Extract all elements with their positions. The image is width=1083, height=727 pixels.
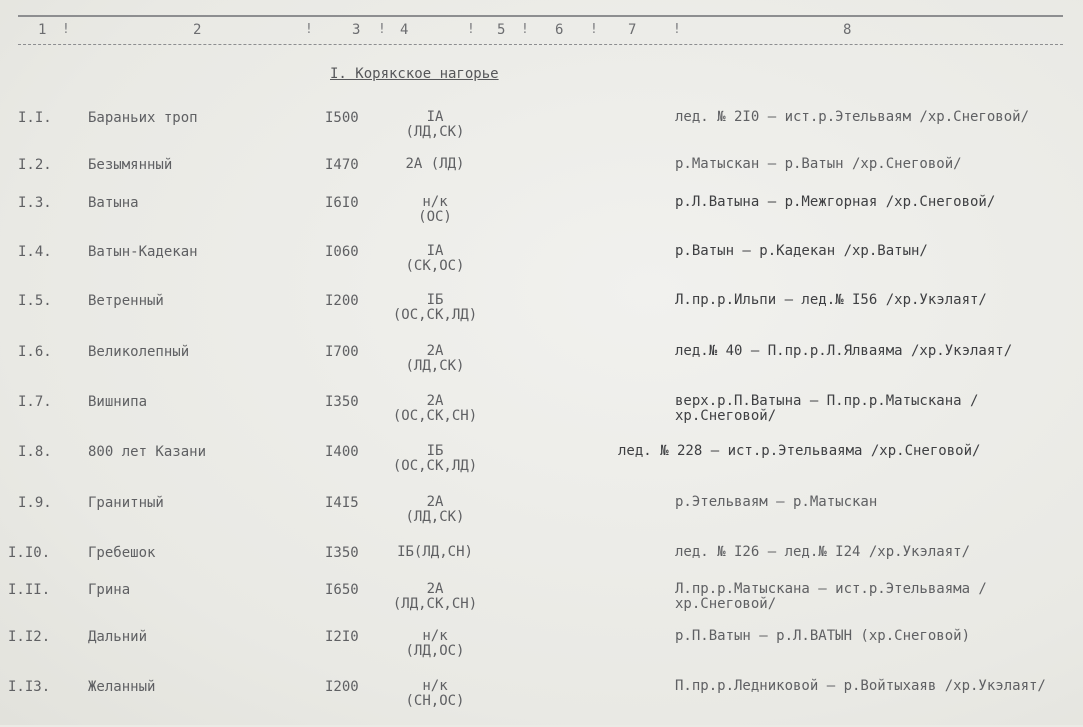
section-title: I. Корякское нагорье: [330, 66, 499, 82]
row-number: I.II.: [8, 582, 51, 598]
pass-name: Гребешок: [88, 545, 156, 561]
pass-height: I500: [325, 110, 359, 126]
pass-route: верх.р.П.Ватына – П.пр.р.Матыскана /хр.Снеговой/: [675, 393, 979, 424]
table-row: [0, 195, 1083, 243]
table-row: [0, 244, 1083, 292]
pass-route: лед. № 2I0 – ист.р.Этельваям /хр.Снеговой/: [675, 109, 1030, 125]
pass-category: IA (СК,ОС): [405, 243, 465, 274]
pass-height: I350: [325, 545, 359, 561]
pass-name: Бараньих троп: [88, 110, 198, 126]
row-number: I.6.: [18, 344, 52, 360]
header-bottom-rule: [18, 44, 1063, 45]
pass-category: IБ (ОС,СК,ЛД): [392, 292, 478, 323]
pass-name: 800 лет Казани: [88, 444, 207, 460]
table-row: [0, 110, 1083, 158]
pass-route: Л.пр.р.Ильпи – лед.№ I56 /хр.Укэлаят/: [675, 292, 987, 308]
row-number: I.2.: [18, 157, 52, 173]
pass-category: IA (ЛД,СК): [405, 109, 465, 140]
pass-category: 2A (ЛД,СК): [405, 343, 465, 374]
pass-category: н/к (ЛД,ОС): [405, 628, 465, 659]
pass-name: Вишнипа: [88, 394, 148, 410]
col-header-7: 7: [628, 22, 637, 38]
col-header-5: 5: [497, 22, 506, 38]
row-number: I.4.: [18, 244, 52, 260]
pass-name: Гранитный: [88, 495, 164, 511]
col-header-1: 1: [38, 22, 47, 38]
pass-route: р.Этельваям – р.Матыскан: [675, 494, 878, 510]
row-number: I.I0.: [8, 545, 51, 561]
pass-route: лед. № I26 – лед.№ I24 /хр.Укэлаят/: [675, 544, 971, 560]
row-number: I.8.: [18, 444, 52, 460]
row-number: I.3.: [18, 195, 52, 211]
row-number: I.I3.: [8, 679, 51, 695]
col-header-4: 4: [400, 22, 409, 38]
col-separator: !: [305, 22, 313, 37]
row-number: I.7.: [18, 394, 52, 410]
col-separator: !: [673, 22, 681, 37]
pass-route: р.Л.Ватына – р.Межгорная /хр.Снеговой/: [675, 194, 996, 210]
table-row: [0, 293, 1083, 341]
pass-name: Грина: [88, 582, 131, 598]
col-header-3: 3: [352, 22, 361, 38]
pass-route: Л.пр.р.Матыскана – ист.р.Этельваяма /хр.Снеговой/: [675, 581, 987, 612]
col-separator: !: [378, 22, 386, 37]
pass-height: I400: [325, 444, 359, 460]
pass-route: лед.№ 40 – П.пр.р.Л.Ялваяма /хр.Укэлаят/: [675, 343, 1013, 359]
row-number: I.9.: [18, 495, 52, 511]
header-top-rule: [18, 15, 1063, 17]
pass-category: 2A (ОС,СК,СН): [392, 393, 478, 424]
pass-height: I470: [325, 157, 359, 173]
pass-name: Великолепный: [88, 344, 190, 360]
table-row: [0, 629, 1083, 677]
pass-category: 2A (ЛД,СК): [405, 494, 465, 525]
row-number: I.I.: [18, 110, 52, 126]
col-separator: !: [467, 22, 475, 37]
pass-name: Дальний: [88, 629, 148, 645]
pass-height: I4I5: [325, 495, 359, 511]
table-row: [0, 394, 1083, 442]
pass-name: Ватына: [88, 195, 139, 211]
pass-category: н/к (ОС): [418, 194, 452, 225]
pass-height: I200: [325, 293, 359, 309]
table-row: [0, 582, 1083, 630]
col-header-2: 2: [193, 22, 202, 38]
col-separator: !: [590, 22, 598, 37]
col-header-8: 8: [843, 22, 852, 38]
pass-height: I350: [325, 394, 359, 410]
pass-height: I650: [325, 582, 359, 598]
pass-height: I700: [325, 344, 359, 360]
row-number: I.5.: [18, 293, 52, 309]
pass-route: р.П.Ватын – р.Л.ВАТЫН (хр.Снеговой): [675, 628, 971, 644]
pass-category: IБ(ЛД,СН): [397, 544, 473, 560]
pass-category: IБ (ОС,СК,ЛД): [392, 443, 478, 474]
pass-name: Ватын-Кадекан: [88, 244, 198, 260]
pass-route: лед. № 228 – ист.р.Этельваяма /хр.Снеговой/: [618, 443, 981, 459]
table-row: [0, 344, 1083, 392]
pass-category: н/к (СН,ОС): [405, 678, 465, 709]
table-row: [0, 444, 1083, 492]
pass-route: р.Матыскан – р.Ватын /хр.Снеговой/: [675, 156, 962, 172]
pass-name: Ветренный: [88, 293, 164, 309]
table-row: [0, 495, 1083, 543]
pass-height: I6I0: [325, 195, 359, 211]
pass-route: р.Ватын – р.Кадекан /хр.Ватын/: [675, 243, 928, 259]
table-row: [0, 679, 1083, 727]
pass-category: 2A (ЛД): [405, 156, 465, 172]
pass-name: Безымянный: [88, 157, 173, 173]
pass-category: 2A (ЛД,СК,СН): [392, 581, 478, 612]
col-separator: !: [521, 22, 529, 37]
pass-height: I060: [325, 244, 359, 260]
pass-route: П.пр.р.Ледниковой – р.Войтыхаяв /хр.Укэлаят/: [675, 678, 1046, 694]
pass-height: I200: [325, 679, 359, 695]
col-separator: !: [62, 22, 70, 37]
row-number: I.I2.: [8, 629, 51, 645]
pass-height: I2I0: [325, 629, 359, 645]
col-header-6: 6: [555, 22, 564, 38]
pass-name: Желанный: [88, 679, 156, 695]
